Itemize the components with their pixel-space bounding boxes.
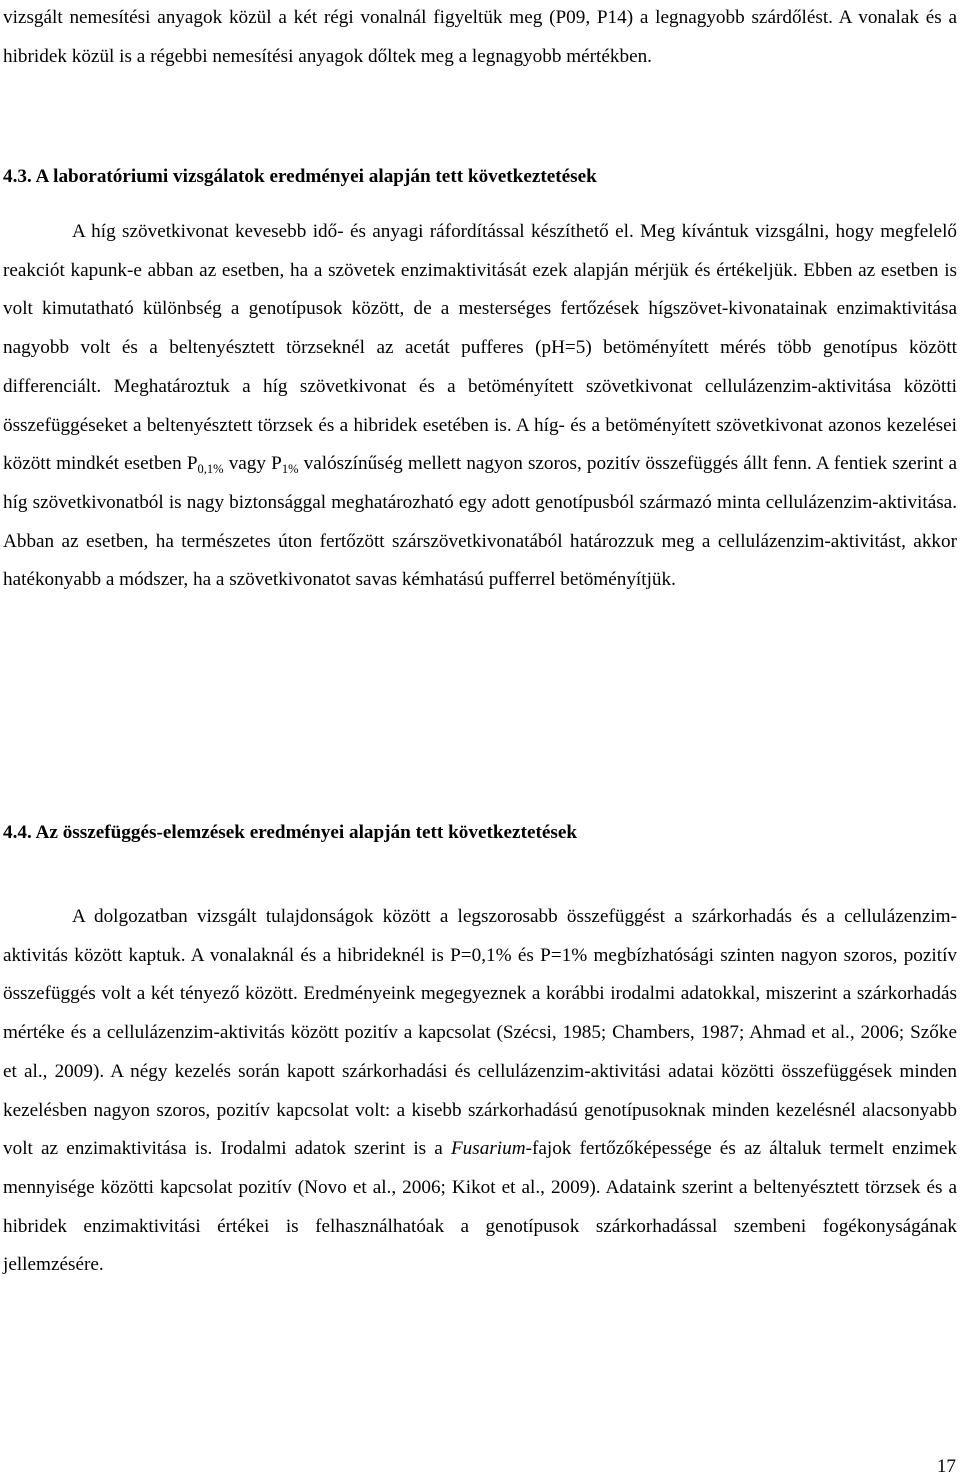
section-4-4-paragraph bbox=[3, 898, 957, 1285]
intro-paragraph bbox=[3, 0, 957, 76]
subscript-p-0-1: 0,1% bbox=[197, 462, 224, 477]
section-heading-4-4: 4.4. Az összefüggés-elemzések eredményei alapján tett következtetések bbox=[3, 822, 578, 843]
section-4-4-text-a: A dolgozatban vizsgált tulajdonságok között a legszorosabb összefüggést a szárkorhadás és a cellulázenzim-aktivitás között kaptuk. A vonalaknál és a hibrideknél is P=0,1% és P=1% megbízhatósági szinten nagyon szoros, pozitív összefüggés volt a két tényező között. Eredményeink megegyeznek a korábbi irodalmi adatokkal, miszerint a szárkorhadás mértéke és a cellulázenzim-aktivitás között pozitív a kapcsolat (Szécsi, 1985; Chambers, 1987; Ahmad et al., 2006; Szőke et al., 2009). A négy kezelés során kapott szárkorhadási és cellulázenzim-aktivitási adatai közötti összefüggések minden kezelésben nagyon szoros, pozitív kapcsolat volt: a kisebb szárkorhadású genotípusoknak minden kezelésnél alacsonyabb volt az enzimaktivitása is. Irodalmi adatok szerint is a bbox=[3, 906, 957, 1160]
section-4-3-text-c: valószínűség mellett nagyon szoros, pozitív összefüggés állt fenn. A fentiek szerint a híg szövetkivonatból is nagy biztonsággal meghatározható egy adott genotípusból származó minta cellulázenzim-aktivitása. Abban az esetben, ha természetes úton fertőzött szárszövetkivonatából határozzuk meg a cellulázenzim-aktivitást, akkor hatékonyabb a módszer, ha a szövetkivonatot savas kémhatású pufferrel betöményítjük. bbox=[3, 453, 958, 591]
section-4-3-text-b: vagy P bbox=[223, 453, 282, 475]
fusarium-italic: Fusarium bbox=[450, 1138, 526, 1160]
section-heading-4-3: 4.3. A laboratóriumi vizsgálatok eredményei alapján tett következtetések bbox=[3, 166, 597, 187]
subscript-p-1: 1% bbox=[281, 462, 299, 477]
intro-text: vizsgált nemesítési anyagok közül a két régi vonalnál figyeltük meg (P09, P14) a legnagyobb szárdőlést. A vonalak és a hibridek közül is a régebbi nemesítési anyagok dőltek meg a legnagyobb mértékben. bbox=[3, 7, 957, 67]
section-4-3-text-a: A híg szövetkivonat kevesebb idő- és anyagi ráfordítással készíthető el. Meg kívántuk vizsgálni, hogy megfelelő reakciót kapunk-e abban az esetben, ha a szövetek enzimaktivitását ezek alapján mérjük és értékeljük. Ebben az esetben is volt kimutatható különbség a genotípusok között, de a mesterséges fertőzések hígszövet-kivonatainak enzimaktivitása nagyobb volt és a beltenyésztett törzseknél az acetát pufferes (pH=5) betöményített mérés több genotípus között differenciált. Meghatároztuk a híg szövetkivonat és a betöményített szövetkivonat cellulázenzim-aktivitása közötti összefüggéseket a beltenyésztett törzsek és a hibridek esetében is. A híg- és a betöményített szövetkivonat azonos kezelései között mindkét esetben P bbox=[3, 221, 957, 475]
page-number: 17 bbox=[936, 1456, 956, 1477]
section-4-3-paragraph bbox=[3, 213, 957, 600]
section-4-4-text-b: -fajok fertőzőképessége és az általuk termelt enzimek mennyisége közötti kapcsolat pozitív (Novo et al., 2006; Kikot et al., 2009). Adataink szerint a beltenyésztett törzsek és a hibridek enzimaktivitási értékei is felhasználhatóak a genotípusok szárkorhadással szembeni fogékonyságának jellemzésére. bbox=[3, 1138, 957, 1276]
